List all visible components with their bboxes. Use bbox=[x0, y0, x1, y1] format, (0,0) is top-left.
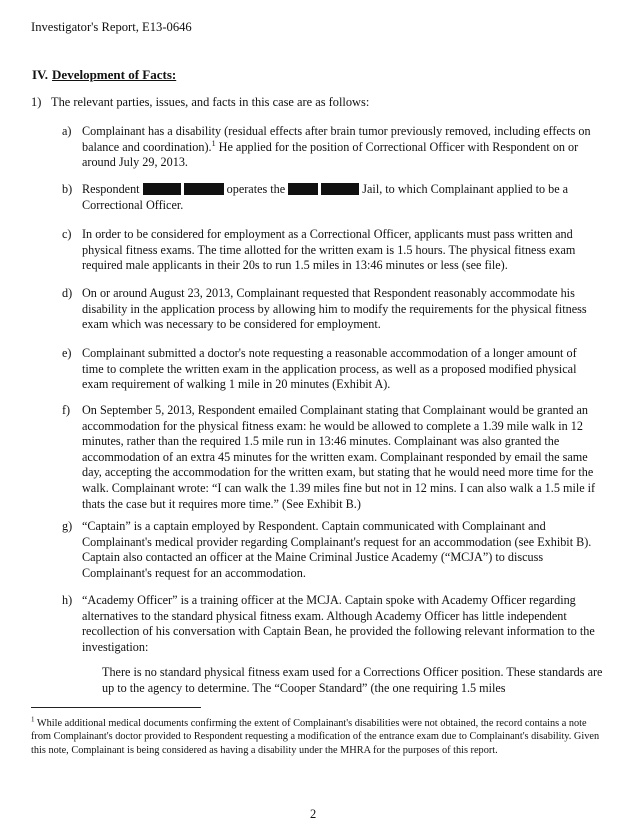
footnote-marker: 1 bbox=[31, 715, 35, 724]
fact-item-d bbox=[62, 286, 600, 333]
item-label: f) bbox=[62, 403, 71, 417]
fact-item-f bbox=[62, 403, 600, 512]
item-text: Complainant submitted a doctor's note requesting a reasonable accommodation of a longer amount of time to complete the written exam in the application process, as well as a proposed modified physical exam requirement of walking 1 mile in 20 minutes (Exhibit A). bbox=[82, 346, 577, 392]
item-text: On or around August 23, 2013, Complainant requested that Respondent reasonably accommodate his disability in the application process by allowing him to modify the requirements for the physical fitness exam which was necessary to be considered for employment. bbox=[82, 286, 587, 332]
item-text: Respondent bbox=[82, 182, 143, 196]
item-text: He applied for the position of Correctional Officer with Respondent on or around July 29, 2013. bbox=[82, 139, 579, 170]
footnote-divider bbox=[31, 707, 201, 708]
item-label: e) bbox=[62, 346, 72, 360]
section-number: IV. bbox=[32, 67, 49, 82]
item-text: On September 5, 2013, Respondent emailed Complainant stating that Complainant would be granted an accommodation for the physical fitness exam: he would be allowed to complete a 1.39 mile walk in 12 minutes, rather than the required 1.5 mile run in 13:46 minutes. Complainant was also granted the accommodation of an extra 45 minutes for the written exam. Complainant responded by email the same day, accepting the accommodation for the written exam, but stating that he would need more time for the walk. Complainant wrote: “I can walk the 1.39 miles fine but not in 12 mins. I can also walk a 1.5 mile if thats the case but it requires more time.” (See Exhibit B.) bbox=[82, 403, 596, 511]
intro-label: 1) bbox=[31, 95, 42, 109]
item-label: d) bbox=[62, 286, 73, 300]
redaction-block bbox=[143, 183, 181, 195]
item-text: “Captain” is a captain employed by Respondent. Captain communicated with Complainant and Complainant's medical provider regarding Complainant's request for an accommodation (see Exhibit B). Captain also contacted an officer at the Maine Criminal Justice Academy (“MCJA”) to discuss Complainant's request for an accommodation. bbox=[82, 519, 592, 580]
page-number: 2 bbox=[310, 807, 317, 821]
redaction-block bbox=[184, 183, 224, 195]
item-text: Jail, to which Complainant applied to be a Correctional Officer. bbox=[82, 182, 569, 212]
item-label: h) bbox=[62, 593, 73, 607]
fact-item-a bbox=[62, 124, 600, 171]
section-heading bbox=[32, 67, 176, 83]
item-text: operates the bbox=[223, 182, 289, 196]
fact-item-g bbox=[62, 519, 600, 581]
intro-paragraph bbox=[31, 95, 369, 110]
indented-quote: There is no standard physical fitness exam used for a Corrections Officer position. These standards are up to the agency to determine. The “Cooper Standard” (the one requiring 1.5 miles bbox=[102, 665, 603, 695]
redaction-block bbox=[321, 183, 359, 195]
item-text: Complainant has a disability (residual effects after brain tumor previously removed, including effects on balance and coordination). bbox=[82, 124, 591, 154]
footnote bbox=[31, 717, 606, 757]
item-label: a) bbox=[62, 124, 72, 138]
intro-text: The relevant parties, issues, and facts in this case are as follows: bbox=[51, 95, 370, 109]
footnote-text: While additional medical documents confirming the extent of Complainant's disabilities were not obtained, the record contains a note from Complainant's doctor provided to Respondent requesting a modification of the entrance exam due to Complainant's disability. Given this note, Complainant is being considered as having a disability under the MHRA for the purposes of this report. bbox=[31, 718, 600, 756]
redaction-block bbox=[288, 183, 318, 195]
report-header: Investigator's Report, E13-0646 bbox=[31, 20, 192, 34]
fact-item-e bbox=[62, 346, 600, 393]
fact-item-h bbox=[62, 593, 600, 655]
fact-item-b bbox=[62, 182, 600, 213]
item-text: In order to be considered for employment as a Correctional Officer, applicants must pass written and physical fitness exams. The time allotted for the written exam is 1.5 hours. The physical fitness exam required male applicants in their 20s to run 1.5 miles in 13:46 minutes or less (see file). bbox=[82, 227, 576, 273]
section-title-text: Development of Facts: bbox=[52, 67, 177, 82]
footnote-ref: 1 bbox=[211, 138, 216, 148]
item-label: c) bbox=[62, 227, 72, 241]
fact-item-c bbox=[62, 227, 600, 274]
item-text: “Academy Officer” is a training officer at the MCJA. Captain spoke with Academy Officer regarding alternatives to the standard physical fitness exam. Although Academy Officer has little independent recollection of his conversation with Captain Bean, he provided the following relevant information to the investigation: bbox=[82, 593, 595, 654]
item-label: b) bbox=[62, 182, 73, 196]
item-label: g) bbox=[62, 519, 73, 533]
